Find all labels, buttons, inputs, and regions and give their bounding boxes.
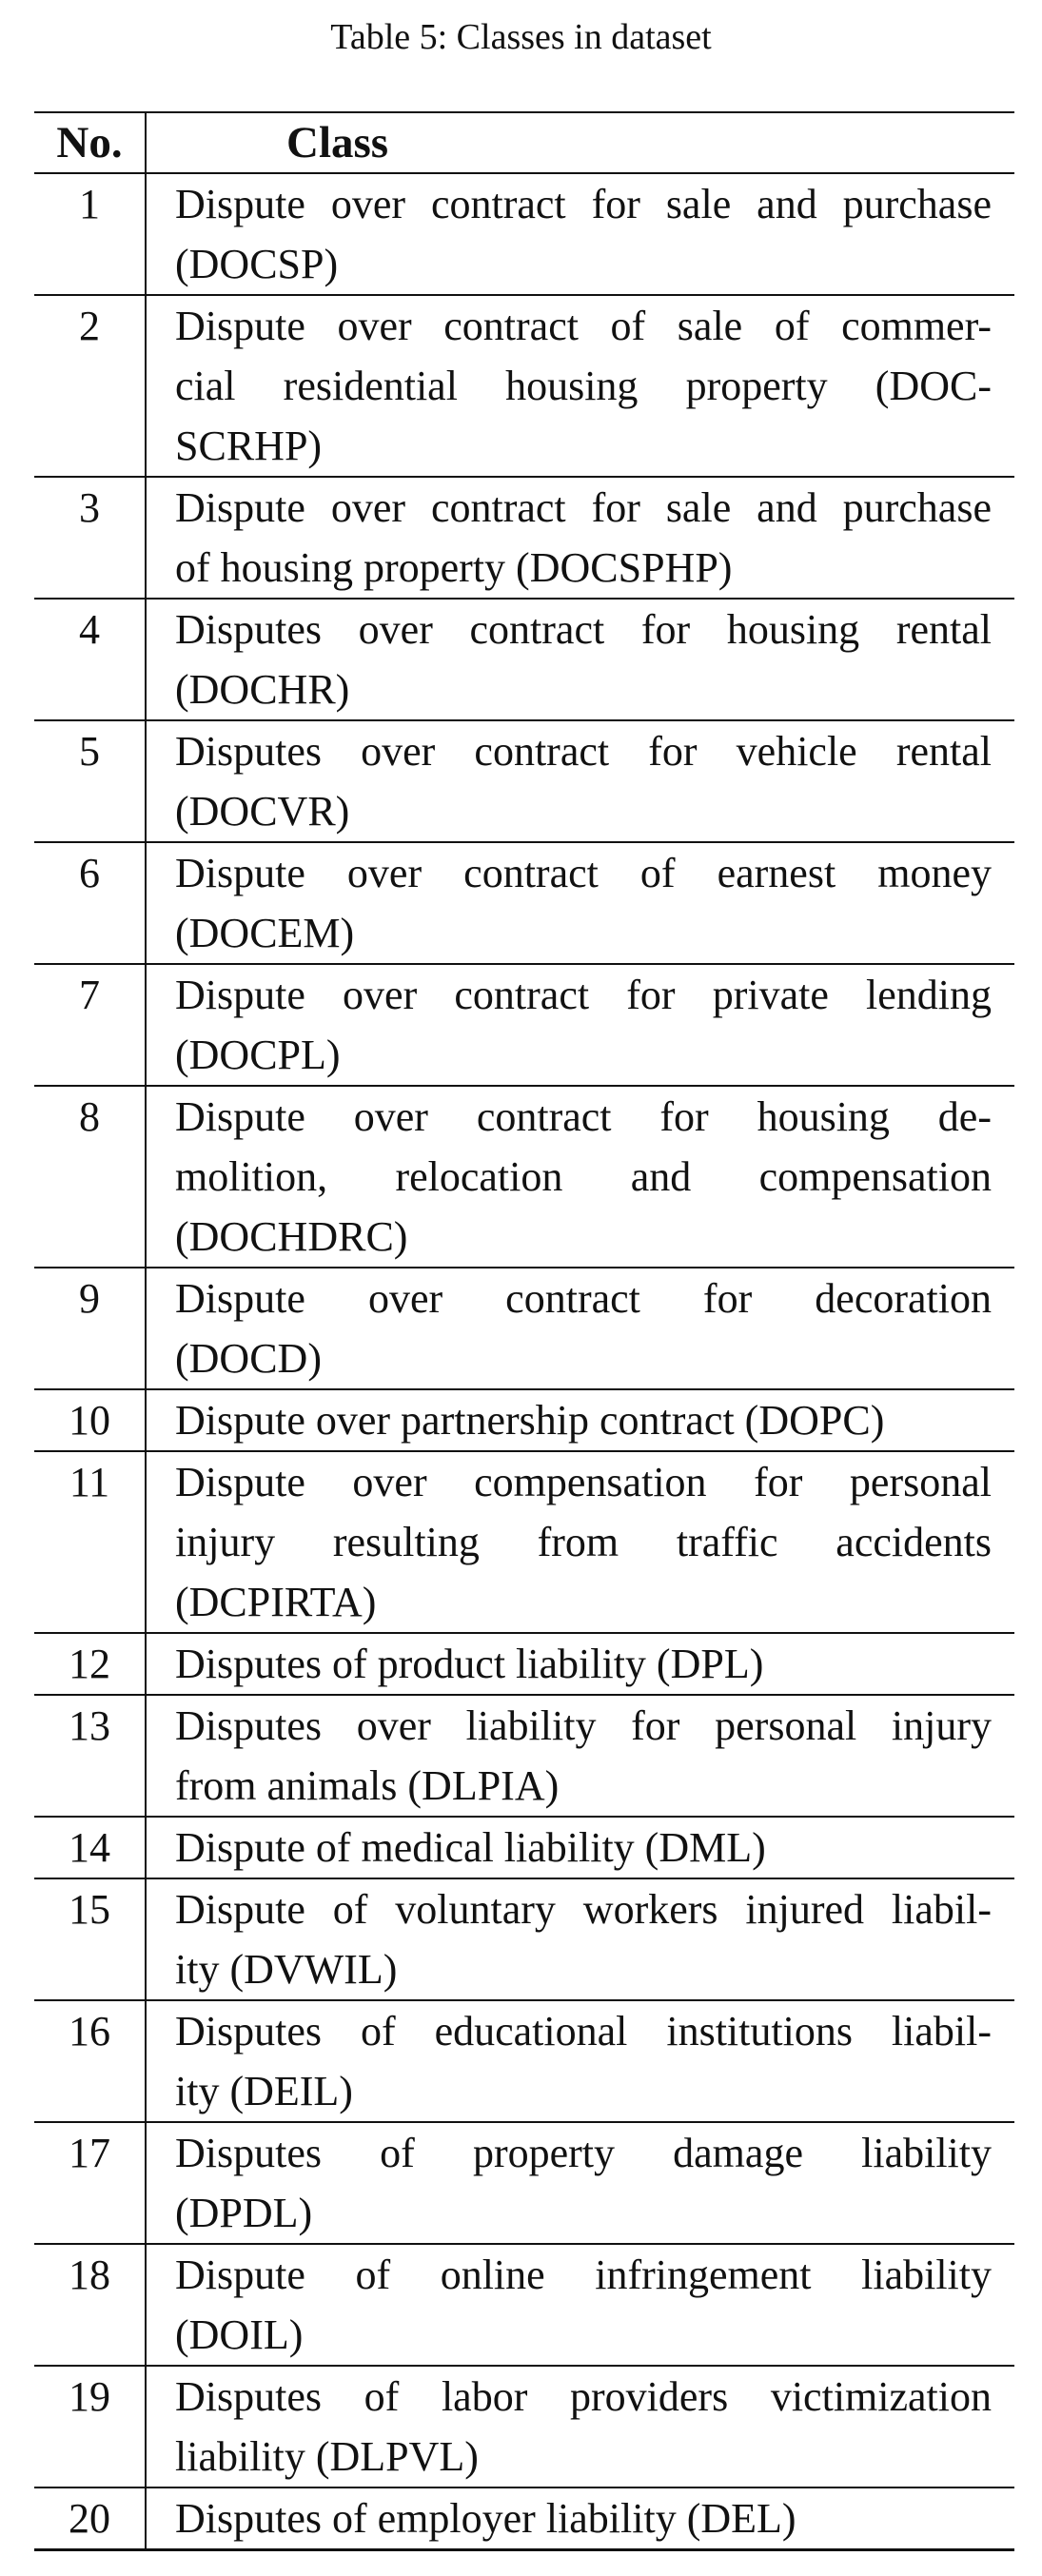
class-text-line: (DOCEM) <box>175 910 355 956</box>
row-number: 6 <box>34 842 146 964</box>
row-class <box>146 1695 1014 1817</box>
row-number: 20 <box>34 2488 146 2550</box>
table-row <box>34 1268 1014 1389</box>
row-class <box>146 2366 1014 2488</box>
class-text-line: ity (DEIL) <box>175 2068 353 2114</box>
row-number: 13 <box>34 1695 146 1817</box>
class-text-line: (DOCHDRC) <box>175 1213 408 1260</box>
table-row <box>34 2366 1014 2488</box>
class-text-line: Disputes of property damage liability <box>175 2130 992 2176</box>
class-text-line: SCRHP) <box>175 423 323 469</box>
class-text-line: Dispute over contract of earnest money <box>175 850 992 896</box>
table-row <box>34 964 1014 1086</box>
row-class <box>146 1878 1014 2000</box>
row-class <box>146 2244 1014 2366</box>
row-class <box>146 964 1014 1086</box>
table-row <box>34 599 1014 720</box>
table-row <box>34 1695 1014 1817</box>
row-number: 1 <box>34 173 146 295</box>
class-text-line: (DCPIRTA) <box>175 1579 377 1625</box>
row-class <box>146 173 1014 295</box>
table-row <box>34 477 1014 599</box>
class-text-line: injury resulting from traffic accidents <box>175 1519 992 1565</box>
row-number: 7 <box>34 964 146 1086</box>
row-class <box>146 2000 1014 2122</box>
table-row <box>34 1389 1014 1451</box>
row-number: 3 <box>34 477 146 599</box>
class-text-line: (DOIL) <box>175 2311 304 2358</box>
row-class <box>146 599 1014 720</box>
row-number: 15 <box>34 1878 146 2000</box>
class-text-line: (DPDL) <box>175 2190 313 2236</box>
class-text-line: Disputes over contract for housing rental <box>175 606 992 653</box>
row-class <box>146 2488 1014 2550</box>
table-row <box>34 173 1014 295</box>
class-text-line: Dispute over contract of sale of commer- <box>175 303 992 349</box>
class-text-line: (DOCHR) <box>175 666 350 713</box>
table-row <box>34 2488 1014 2550</box>
class-text-line: Disputes of labor providers victimization <box>175 2373 992 2420</box>
class-text-line: Dispute of online infringement liability <box>175 2252 992 2298</box>
row-class <box>146 477 1014 599</box>
class-text-line: ity (DVWIL) <box>175 1946 398 1993</box>
class-text-line: cial residential housing property (DOC- <box>175 363 992 409</box>
table-row <box>34 295 1014 477</box>
row-number: 18 <box>34 2244 146 2366</box>
class-text-line: (DOCPL) <box>175 1032 341 1078</box>
class-text-line: Dispute over contract for decoration <box>175 1275 992 1322</box>
table-row <box>34 842 1014 964</box>
class-text-line: Dispute of voluntary workers injured liabil- <box>175 1886 992 1933</box>
row-class <box>146 295 1014 477</box>
row-number: 8 <box>34 1086 146 1268</box>
class-text-line: Disputes over contract for vehicle rental <box>175 728 992 775</box>
row-number: 2 <box>34 295 146 477</box>
table-row <box>34 1086 1014 1268</box>
class-text-line: Dispute over contract for housing de- <box>175 1093 992 1140</box>
table-row <box>34 2000 1014 2122</box>
class-text-line: molition, relocation and compensation <box>175 1153 992 1200</box>
row-number: 4 <box>34 599 146 720</box>
row-number: 12 <box>34 1633 146 1695</box>
table-row <box>34 1878 1014 2000</box>
class-text-line: Dispute over contract for sale and purchase <box>175 484 992 531</box>
class-text-line: (DOCD) <box>175 1335 322 1382</box>
class-text-line: Dispute over compensation for personal <box>175 1459 992 1505</box>
class-text-line: Disputes of product liability (DPL) <box>175 1641 764 1687</box>
class-text-line: liability (DLPVL) <box>175 2433 479 2480</box>
table-row <box>34 2244 1014 2366</box>
class-text-line: Dispute over contract for private lending <box>175 972 992 1018</box>
table-caption: Table 5: Classes in dataset <box>330 17 712 57</box>
row-class <box>146 1268 1014 1389</box>
class-text-line: of housing property (DOCSPHP) <box>175 544 733 591</box>
class-text-line: (DOCSP) <box>175 241 339 287</box>
table-row <box>34 1633 1014 1695</box>
row-class <box>146 1451 1014 1633</box>
table-row <box>34 1817 1014 1878</box>
header-no: No. <box>34 112 146 173</box>
row-number: 14 <box>34 1817 146 1878</box>
row-class <box>146 1086 1014 1268</box>
table-row <box>34 1451 1014 1633</box>
classes-table-container <box>34 111 1014 2551</box>
row-class <box>146 842 1014 964</box>
class-text-line: Dispute over contract for sale and purchase <box>175 181 992 227</box>
row-class <box>146 720 1014 842</box>
class-text-line: (DOCVR) <box>175 788 350 835</box>
header-class: Class <box>286 118 389 167</box>
row-number: 9 <box>34 1268 146 1389</box>
class-text-line: Disputes of educational institutions liabil- <box>175 2008 992 2055</box>
row-number: 10 <box>34 1389 146 1451</box>
row-number: 5 <box>34 720 146 842</box>
row-class <box>146 2122 1014 2244</box>
row-class <box>146 1817 1014 1878</box>
classes-table <box>34 111 1014 2551</box>
class-text-line: Dispute of medical liability (DML) <box>175 1824 766 1871</box>
row-number: 11 <box>34 1451 146 1633</box>
table-body <box>34 173 1014 2550</box>
table-header-row <box>34 112 1014 173</box>
row-number: 16 <box>34 2000 146 2122</box>
row-number: 19 <box>34 2366 146 2488</box>
row-number: 17 <box>34 2122 146 2244</box>
class-text-line: Disputes of employer liability (DEL) <box>175 2495 796 2542</box>
row-class <box>146 1389 1014 1451</box>
class-text-line: from animals (DLPIA) <box>175 1762 560 1809</box>
class-text-line: Disputes over liability for personal injury <box>175 1702 992 1749</box>
table-row <box>34 720 1014 842</box>
table-row <box>34 2122 1014 2244</box>
class-text-line: Dispute over partnership contract (DOPC) <box>175 1397 885 1444</box>
row-class <box>146 1633 1014 1695</box>
